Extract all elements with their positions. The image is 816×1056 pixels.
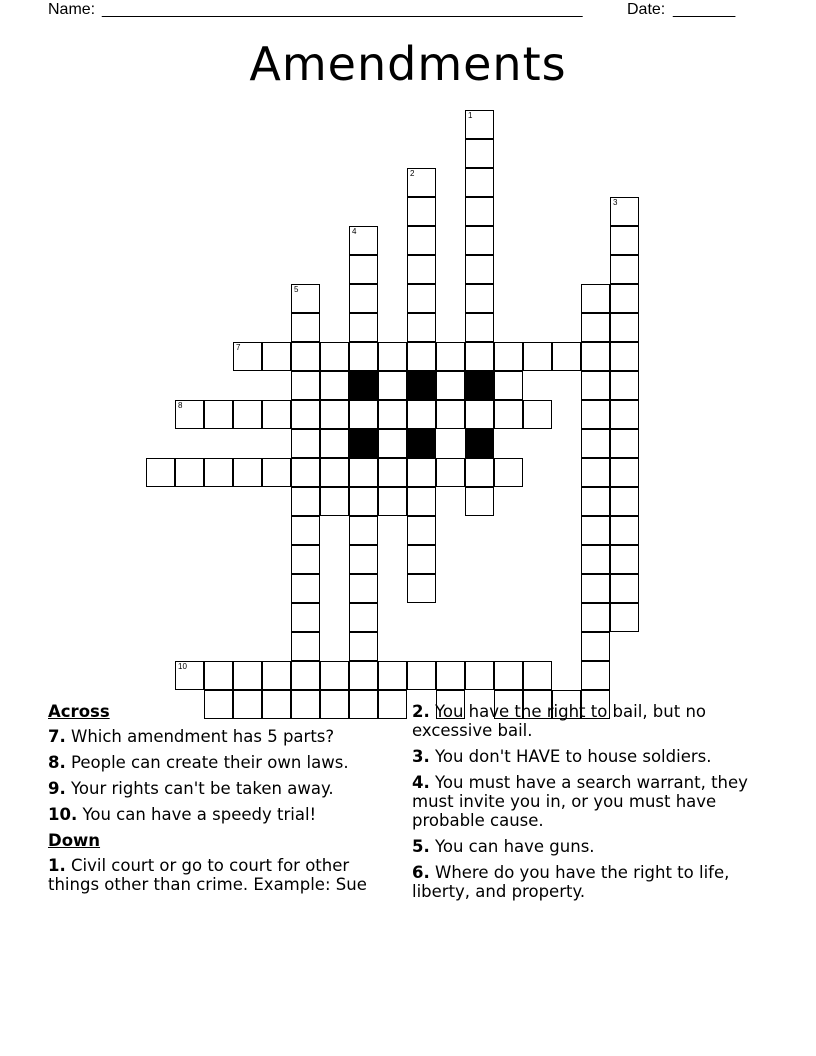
clue-text: You can have guns. — [435, 837, 595, 856]
clue-down-2 — [412, 702, 772, 740]
puzzle-title: Amendments — [249, 37, 567, 91]
answer-square[interactable] — [349, 313, 378, 342]
answer-square[interactable] — [581, 458, 610, 487]
answer-square[interactable] — [291, 516, 320, 545]
answer-square[interactable] — [262, 661, 291, 690]
clue-across-8 — [48, 753, 393, 772]
answer-square[interactable] — [262, 458, 291, 487]
answer-square[interactable] — [581, 400, 610, 429]
answer-square[interactable] — [349, 226, 378, 255]
answer-square[interactable] — [349, 487, 378, 516]
answer-square[interactable] — [407, 255, 436, 284]
block-square — [407, 429, 436, 458]
answer-square[interactable] — [233, 342, 262, 371]
answer-square[interactable] — [610, 400, 639, 429]
name-label: Name: — [48, 1, 96, 18]
clue-down-4 — [412, 773, 772, 830]
answer-square[interactable] — [320, 400, 349, 429]
answer-square[interactable] — [407, 458, 436, 487]
answer-square[interactable] — [349, 342, 378, 371]
clue-number: 3. — [412, 747, 430, 766]
clue-number: 5. — [412, 837, 430, 856]
answer-square[interactable] — [465, 284, 494, 313]
block-square — [407, 371, 436, 400]
answer-square[interactable] — [349, 284, 378, 313]
answer-square[interactable] — [320, 661, 349, 690]
answer-square[interactable] — [204, 400, 233, 429]
clue-down-5 — [412, 837, 772, 856]
answer-square[interactable] — [465, 313, 494, 342]
answer-square[interactable] — [407, 487, 436, 516]
answer-square[interactable] — [349, 545, 378, 574]
clue-text: People can create their own laws. — [71, 753, 349, 772]
clue-number-label: 3 — [613, 198, 618, 207]
clue-number-label: 8 — [178, 401, 183, 410]
date-label: Date: — [627, 1, 666, 18]
clue-number: 4. — [412, 773, 430, 792]
answer-square[interactable] — [291, 313, 320, 342]
answer-square[interactable] — [523, 400, 552, 429]
answer-square[interactable] — [175, 458, 204, 487]
answer-square[interactable] — [320, 429, 349, 458]
answer-square[interactable] — [436, 342, 465, 371]
answer-square[interactable] — [349, 574, 378, 603]
block-square — [349, 371, 378, 400]
clue-across-10 — [48, 805, 393, 824]
answer-square[interactable] — [581, 661, 610, 690]
clue-number-label: 10 — [178, 662, 187, 671]
clue-text: You can have a speedy trial! — [82, 805, 317, 824]
clue-number-label: 2 — [410, 169, 415, 178]
answer-square[interactable] — [523, 661, 552, 690]
answer-square[interactable] — [378, 661, 407, 690]
answer-square[interactable] — [349, 516, 378, 545]
answer-square[interactable] — [407, 168, 436, 197]
answer-square[interactable] — [291, 487, 320, 516]
answer-square[interactable] — [291, 632, 320, 661]
answer-square[interactable] — [581, 545, 610, 574]
answer-square[interactable] — [465, 458, 494, 487]
answer-square[interactable] — [610, 226, 639, 255]
answer-square[interactable] — [610, 284, 639, 313]
answer-square[interactable] — [407, 313, 436, 342]
clue-text: Where do you have the right to life, liberty, and property. — [412, 863, 730, 901]
clue-number: 8. — [48, 753, 66, 772]
answer-square[interactable] — [407, 661, 436, 690]
answer-square[interactable] — [407, 574, 436, 603]
answer-square[interactable] — [291, 661, 320, 690]
answer-square[interactable] — [349, 661, 378, 690]
clue-text: You must have a search warrant, they must invite you in, or you must have probable cause. — [412, 773, 748, 830]
answer-square[interactable] — [610, 371, 639, 400]
clues-left-column — [48, 702, 393, 901]
date-line[interactable]: _______ — [673, 1, 736, 18]
answer-square[interactable] — [233, 661, 262, 690]
clue-text: You have the right to bail, but no excessive bail. — [412, 702, 707, 740]
answer-square[interactable] — [291, 574, 320, 603]
across-heading: Across — [48, 702, 110, 721]
answer-square[interactable] — [378, 342, 407, 371]
answer-square[interactable] — [581, 371, 610, 400]
answer-square[interactable] — [378, 400, 407, 429]
answer-square[interactable] — [407, 284, 436, 313]
answer-square[interactable] — [465, 487, 494, 516]
answer-square[interactable] — [291, 371, 320, 400]
answer-square[interactable] — [204, 458, 233, 487]
answer-square[interactable] — [436, 458, 465, 487]
answer-square[interactable] — [175, 661, 204, 690]
clue-number: 2. — [412, 702, 430, 721]
answer-square[interactable] — [494, 458, 523, 487]
block-square — [349, 429, 378, 458]
answer-square[interactable] — [291, 429, 320, 458]
answer-square[interactable] — [320, 458, 349, 487]
answer-square[interactable] — [581, 429, 610, 458]
answer-square[interactable] — [465, 661, 494, 690]
answer-square[interactable] — [552, 342, 581, 371]
answer-square[interactable] — [494, 371, 523, 400]
clue-text: You don't HAVE to house soldiers. — [435, 747, 712, 766]
clue-text: Which amendment has 5 parts? — [71, 727, 335, 746]
answer-square[interactable] — [146, 458, 175, 487]
answer-square[interactable] — [407, 545, 436, 574]
answer-square[interactable] — [378, 429, 407, 458]
down-heading: Down — [48, 831, 101, 850]
answer-square[interactable] — [465, 139, 494, 168]
answer-square[interactable] — [465, 255, 494, 284]
clue-number-label: 4 — [352, 227, 357, 236]
clue-down-6 — [412, 863, 772, 901]
answer-square[interactable] — [465, 110, 494, 139]
clue-down-3 — [412, 747, 772, 766]
answer-square[interactable] — [581, 487, 610, 516]
answer-square[interactable] — [610, 516, 639, 545]
answer-square[interactable] — [610, 458, 639, 487]
name-line[interactable]: ______________________________________________________ — [102, 1, 583, 18]
answer-square[interactable] — [610, 545, 639, 574]
answer-square[interactable] — [291, 545, 320, 574]
answer-square[interactable] — [581, 342, 610, 371]
clue-text: Civil court or go to court for other things other than crime. Example: Sue — [48, 856, 367, 894]
answer-square[interactable] — [581, 574, 610, 603]
answer-square[interactable] — [494, 342, 523, 371]
answer-square[interactable] — [581, 632, 610, 661]
answer-square[interactable] — [610, 574, 639, 603]
clues-right-column — [412, 702, 772, 908]
answer-square[interactable] — [436, 661, 465, 690]
answer-square[interactable] — [320, 342, 349, 371]
answer-square[interactable] — [204, 661, 233, 690]
answer-square[interactable] — [349, 458, 378, 487]
answer-square[interactable] — [465, 197, 494, 226]
answer-square[interactable] — [349, 400, 378, 429]
block-square — [465, 429, 494, 458]
answer-square[interactable] — [407, 197, 436, 226]
answer-square[interactable] — [465, 168, 494, 197]
answer-square[interactable] — [291, 458, 320, 487]
clue-number: 7. — [48, 727, 66, 746]
answer-square[interactable] — [610, 487, 639, 516]
clue-number-label: 7 — [236, 343, 241, 352]
answer-square[interactable] — [349, 603, 378, 632]
answer-square[interactable] — [320, 487, 349, 516]
answer-square[interactable] — [291, 284, 320, 313]
answer-square[interactable] — [262, 342, 291, 371]
answer-square[interactable] — [407, 226, 436, 255]
answer-square[interactable] — [291, 603, 320, 632]
answer-square[interactable] — [581, 313, 610, 342]
clue-number: 6. — [412, 863, 430, 882]
answer-square[interactable] — [349, 632, 378, 661]
answer-square[interactable] — [349, 255, 378, 284]
answer-square[interactable] — [407, 516, 436, 545]
answer-square[interactable] — [581, 603, 610, 632]
answer-square[interactable] — [233, 458, 262, 487]
answer-square[interactable] — [581, 284, 610, 313]
answer-square[interactable] — [436, 371, 465, 400]
clue-number: 1. — [48, 856, 66, 875]
answer-square[interactable] — [610, 197, 639, 226]
answer-square[interactable] — [610, 603, 639, 632]
clue-number: 9. — [48, 779, 66, 798]
answer-square[interactable] — [494, 400, 523, 429]
clue-number-label: 5 — [294, 285, 299, 294]
answer-square[interactable] — [494, 661, 523, 690]
answer-square[interactable] — [291, 400, 320, 429]
clue-down-1 — [48, 856, 393, 894]
answer-square[interactable] — [407, 400, 436, 429]
answer-square[interactable] — [233, 400, 262, 429]
clue-across-9 — [48, 779, 393, 798]
answer-square[interactable] — [436, 400, 465, 429]
answer-square[interactable] — [465, 342, 494, 371]
answer-square[interactable] — [262, 400, 291, 429]
answer-square[interactable] — [610, 342, 639, 371]
answer-square[interactable] — [465, 400, 494, 429]
answer-square[interactable] — [378, 371, 407, 400]
answer-square[interactable] — [610, 429, 639, 458]
answer-square[interactable] — [523, 342, 552, 371]
answer-square[interactable] — [465, 226, 494, 255]
clue-text: Your rights can't be taken away. — [71, 779, 334, 798]
answer-square[interactable] — [320, 371, 349, 400]
answer-square[interactable] — [610, 313, 639, 342]
answer-square[interactable] — [610, 255, 639, 284]
answer-square[interactable] — [291, 342, 320, 371]
answer-square[interactable] — [378, 458, 407, 487]
answer-square[interactable] — [407, 342, 436, 371]
answer-square[interactable] — [378, 487, 407, 516]
block-square — [465, 371, 494, 400]
clue-number: 10. — [48, 805, 78, 824]
clue-number-label: 1 — [468, 111, 473, 120]
answer-square[interactable] — [175, 400, 204, 429]
clue-across-7 — [48, 727, 393, 746]
answer-square[interactable] — [581, 516, 610, 545]
